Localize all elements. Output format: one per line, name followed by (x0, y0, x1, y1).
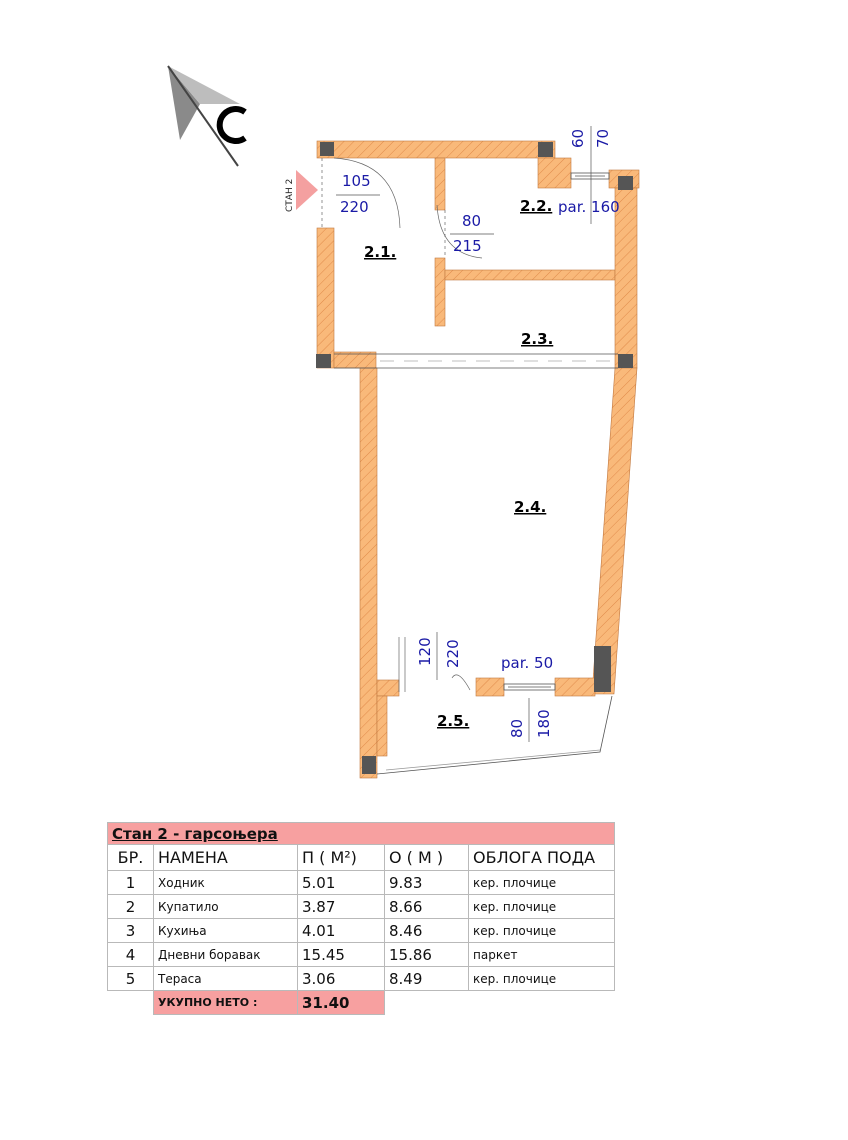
row-area: 3.06 (298, 967, 385, 991)
row-area: 3.87 (298, 895, 385, 919)
terrace-door-height: 220 (444, 639, 462, 668)
row-perimeter: 8.66 (385, 895, 469, 919)
header-name: НАМЕНА (154, 845, 298, 871)
entry-door-height: 220 (340, 198, 369, 216)
row-name: Купатило (154, 895, 298, 919)
table-row (108, 943, 615, 967)
bath-window-height: 70 (594, 128, 612, 148)
row-name: Ходник (154, 871, 298, 895)
header-perimeter: О ( М ) (385, 845, 469, 871)
row-floor: паркет (469, 943, 615, 967)
row-no: 5 (108, 967, 154, 991)
room-label-2-3: 2.3. (521, 330, 554, 348)
table-title: Стан 2 - гарсоњера (108, 823, 615, 845)
header-floor: ОБЛОГА ПОДА (469, 845, 615, 871)
total-label: УКУПНО НЕТО : (154, 991, 298, 1015)
row-perimeter: 9.83 (385, 871, 469, 895)
row-area: 5.01 (298, 871, 385, 895)
apartment-label: СТАН 2 (285, 178, 295, 212)
room-label-2-5: 2.5. (437, 712, 470, 730)
room-table (107, 822, 615, 1015)
row-no: 4 (108, 943, 154, 967)
bath-door-height: 215 (453, 237, 482, 255)
row-no: 2 (108, 895, 154, 919)
terrace-window-sill: par. 50 (501, 654, 554, 672)
table-row (108, 871, 615, 895)
entry-marker-icon (296, 170, 318, 210)
table-row (108, 919, 615, 943)
header-area: П ( М²) (298, 845, 385, 871)
room-label-2-1: 2.1. (364, 243, 397, 261)
total-value: 31.40 (298, 991, 385, 1015)
row-no: 1 (108, 871, 154, 895)
bath-door-width: 80 (462, 212, 482, 230)
row-name: Дневни боравак (154, 943, 298, 967)
terrace-window-height: 180 (535, 709, 553, 738)
row-name: Кухиња (154, 919, 298, 943)
row-perimeter: 8.46 (385, 919, 469, 943)
row-floor: кер. плочице (469, 871, 615, 895)
table-row (108, 967, 615, 991)
row-floor: кер. плочице (469, 967, 615, 991)
row-floor: кер. плочице (469, 919, 615, 943)
bath-window-width: 60 (569, 128, 587, 148)
terrace-door-width: 120 (416, 637, 434, 666)
table-header-row (108, 845, 615, 871)
row-floor: кер. плочице (469, 895, 615, 919)
total-row (108, 991, 615, 1015)
header-no: БР. (108, 845, 154, 871)
row-perimeter: 8.49 (385, 967, 469, 991)
bath-sill: par. 160 (558, 198, 620, 216)
row-area: 4.01 (298, 919, 385, 943)
north-arrow-icon (168, 66, 245, 166)
row-area: 15.45 (298, 943, 385, 967)
table-title-row (108, 823, 615, 845)
row-name: Тераса (154, 967, 298, 991)
row-no: 3 (108, 919, 154, 943)
table-row (108, 895, 615, 919)
room-label-2-2: 2.2. (520, 197, 553, 215)
entry-door-width: 105 (342, 172, 371, 190)
room-label-2-4: 2.4. (514, 498, 547, 516)
row-perimeter: 15.86 (385, 943, 469, 967)
terrace-window-width: 80 (508, 718, 526, 738)
